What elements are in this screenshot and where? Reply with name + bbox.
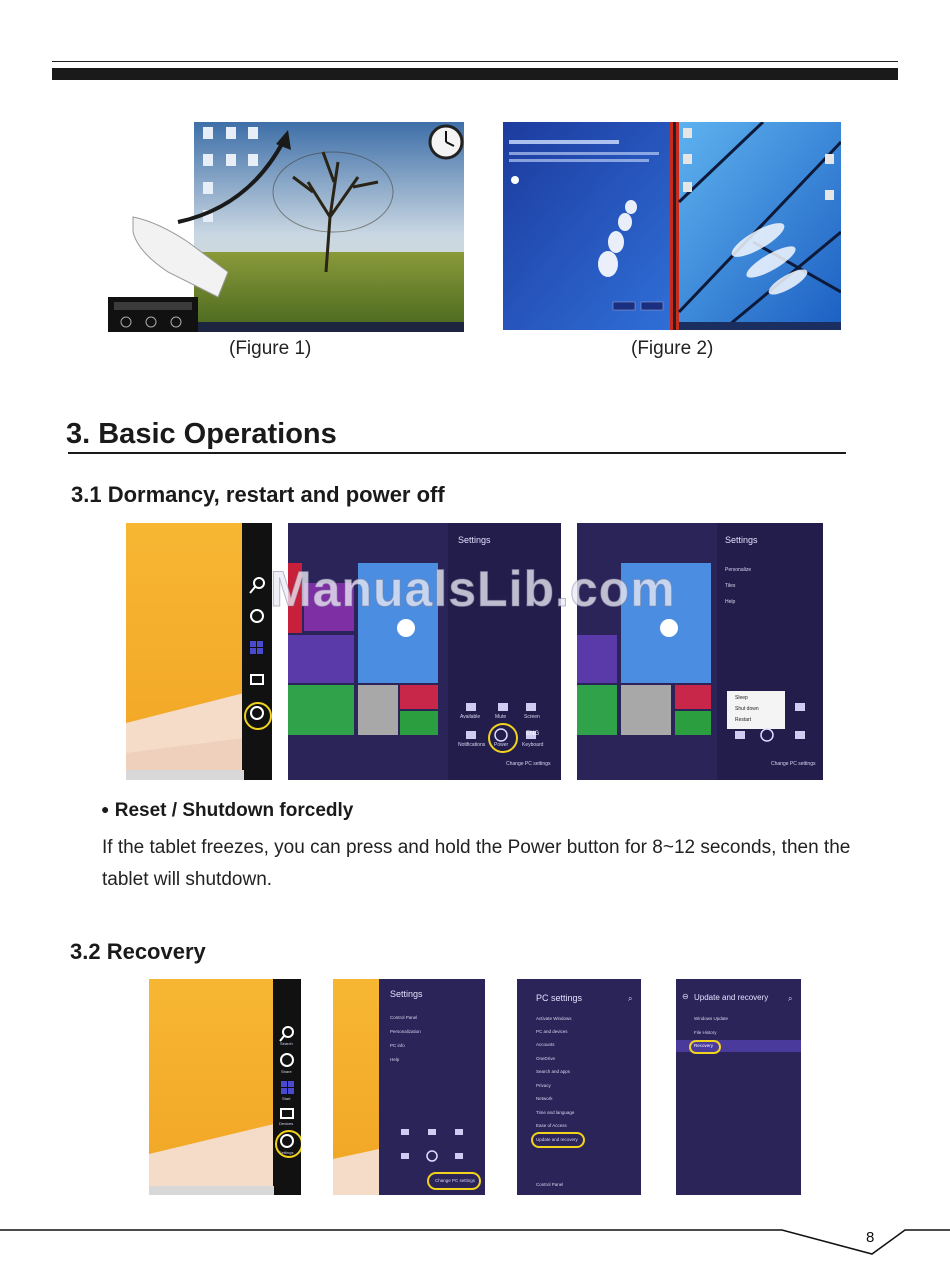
recovery-charms-screenshot	[149, 979, 301, 1195]
settings-label-notifications: Notifications	[458, 742, 486, 748]
recovery-settings-title: Settings	[390, 989, 423, 999]
pc-item-activate[interactable]: Activate Windows	[536, 1016, 572, 1021]
settings-charm-highlight	[244, 702, 272, 730]
settings-item-personalization[interactable]: Personalization	[390, 1029, 421, 1034]
pc-item-ease-access[interactable]: Ease of Access	[536, 1123, 567, 1128]
recovery-settings-screenshot	[333, 979, 485, 1195]
bullet-title: Reset / Shutdown forcedly	[114, 800, 354, 821]
change-pc-settings-link-3[interactable]: Change PC settings	[435, 1178, 476, 1183]
footer-rule	[0, 1222, 950, 1262]
section-title: 3. Basic Operations	[66, 418, 337, 450]
bullet-mark: ●	[101, 801, 110, 817]
pc-settings-screenshot	[517, 979, 641, 1195]
ur-item-windows-update[interactable]: Windows Update	[694, 1016, 729, 1021]
update-recovery-title: Update and recovery	[694, 993, 769, 1002]
settings-label-power[interactable]: Power	[494, 742, 509, 748]
change-pc-settings-link[interactable]: Change PC settings	[506, 761, 551, 767]
settings-item-pc-info[interactable]: PC info	[390, 1043, 405, 1048]
header-thick-bar	[52, 68, 898, 80]
figure-2-caption: (Figure 2)	[631, 338, 714, 359]
settings-label-keyboard: Keyboard	[522, 742, 544, 748]
settings-title: Settings	[458, 535, 491, 545]
ur-item-recovery[interactable]: Recovery	[694, 1043, 714, 1048]
change-pc-settings-link-2[interactable]: Change PC settings	[771, 761, 816, 767]
menu-help[interactable]: Help	[725, 599, 736, 605]
charm-search-label[interactable]: Search	[280, 1041, 293, 1046]
charm-start-label[interactable]: Start	[282, 1096, 291, 1101]
figure-2-image	[503, 122, 841, 330]
pc-item-time-language[interactable]: Time and language	[536, 1110, 575, 1115]
page-number: 8	[866, 1229, 875, 1246]
figure-1-image	[108, 122, 468, 332]
search-icon[interactable]: ⌕	[628, 994, 633, 1003]
settings-item-help[interactable]: Help	[390, 1057, 400, 1062]
figure-1-caption: (Figure 1)	[229, 338, 312, 359]
pc-footer-control-panel[interactable]: Control Panel	[536, 1182, 564, 1187]
settings-eng: ENG	[526, 731, 540, 737]
charm-settings-label[interactable]: Settings	[279, 1150, 294, 1155]
search-icon-2[interactable]: ⌕	[788, 994, 793, 1003]
charm-devices-label[interactable]: Devices	[279, 1121, 294, 1126]
charm-share-label[interactable]: Share	[281, 1069, 292, 1074]
settings-label-screen: Screen	[524, 714, 540, 720]
menu-personalize[interactable]: Personalize	[725, 567, 752, 573]
pc-item-accounts[interactable]: Accounts	[536, 1042, 555, 1047]
settings-title-2: Settings	[725, 535, 758, 545]
pc-settings-title: PC settings	[536, 993, 583, 1003]
change-pc-settings-highlight	[427, 1172, 481, 1190]
power-menu-sleep[interactable]: Sleep	[735, 695, 748, 701]
section-underline	[68, 452, 846, 454]
subsection-3-1-title: 3.1 Dormancy, restart and power off	[71, 482, 445, 507]
dormancy-charms-screenshot	[126, 523, 272, 780]
power-menu-restart[interactable]: Restart	[735, 717, 752, 723]
pc-item-privacy[interactable]: Privacy	[536, 1083, 551, 1088]
menu-tiles[interactable]: Tiles	[725, 583, 736, 589]
header-thin-rule	[52, 61, 898, 62]
settings-charm-highlight-2	[275, 1130, 301, 1158]
pc-item-search-apps[interactable]: Search and apps	[536, 1069, 571, 1074]
power-highlight	[488, 723, 518, 753]
pc-item-devices[interactable]: PC and devices	[536, 1029, 568, 1034]
pc-item-update-recovery[interactable]: Update and recovery	[536, 1137, 578, 1142]
watermark: ManualsLib.com	[270, 561, 676, 617]
settings-label-available: Available	[460, 714, 481, 720]
power-menu-shutdown[interactable]: Shut down	[735, 706, 759, 712]
settings-label-mute: Mute	[495, 714, 507, 720]
update-recovery-highlight	[531, 1132, 585, 1148]
pc-item-onedrive[interactable]: OneDrive	[536, 1056, 556, 1061]
pc-item-network[interactable]: Network	[536, 1096, 553, 1101]
recovery-highlight	[689, 1040, 721, 1054]
bullet-heading	[101, 800, 353, 822]
bullet-paragraph: If the tablet freezes, you can press and hold the Power button for 8~12 seconds, then the tablet will shutdown.	[102, 837, 851, 890]
ur-item-file-history[interactable]: File History	[694, 1030, 717, 1035]
update-recovery-screenshot	[676, 979, 801, 1195]
subsection-3-2-title: 3.2 Recovery	[70, 939, 206, 964]
settings-item-control-panel[interactable]: Control Panel	[390, 1015, 418, 1020]
back-arrow-icon[interactable]: ⊖	[682, 992, 689, 1001]
